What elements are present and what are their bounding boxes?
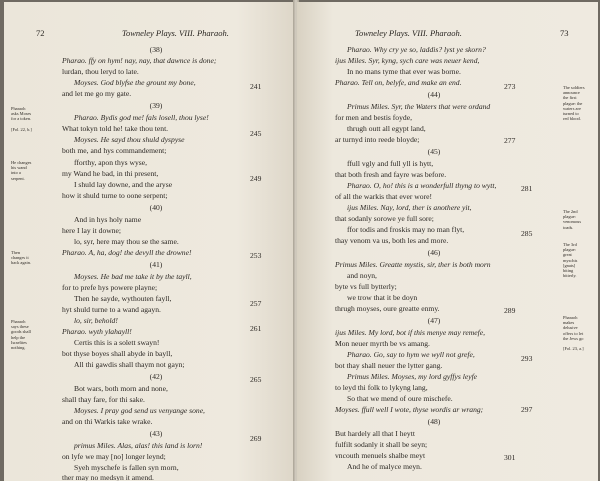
verse-line: In no mans tyme that ever was borne. [347, 67, 461, 76]
page-number: 73 [560, 28, 569, 38]
stanza-number: (38) [149, 45, 163, 54]
stanza-number: (40) [149, 203, 163, 212]
stanza-number: (47) [427, 316, 441, 325]
side-note: The soldiers announce the first plague: the waters are turned to red blood. [563, 85, 585, 122]
verse-line: vncouth menuels shalbe meyt [335, 451, 426, 460]
verse-line: of all the warkis that ever wore! [335, 192, 432, 201]
verse-line: Then he sayde, wythouten fayll, [74, 294, 172, 303]
verse-line: Pharao. O, ho! this is a wonderfull thyng to wytt, [347, 181, 497, 190]
verse-line: Mon neuer myrth be vs amang. [335, 339, 430, 348]
verse-line: ar turnyd into reede bloyde; [335, 135, 420, 144]
verse-line: Pharao. Bydis god me! fals losell, thou lyse! [74, 113, 209, 122]
verse-line: Primus Miles. Moyses, my lord gyffys leyfe [347, 372, 478, 381]
right-page [297, 2, 598, 481]
verse-line: thrugh outt all egypt land, [347, 124, 426, 133]
verse-line: Moyses. He bad me take it by the tayll, [74, 272, 192, 281]
verse-line: Moyses. ffull well I wote, thyse wordis ar wrang; [335, 405, 484, 414]
verse-line: bot thay shall neuer the lytter gang. [335, 361, 443, 370]
verse-line: Syeh myschefe is fallen syn morn, [74, 463, 179, 472]
verse-line: ffull vgly and full yll is hytt, [347, 159, 434, 168]
side-note: Pharaoh asks Moses for a token. [Fol. 22, b.] [11, 106, 32, 132]
verse-line: Pharao. Go, say to hym we wyll not grefe, [347, 350, 475, 359]
verse-line: ijus Miles. My lord, bot if this menye may remefe, [335, 328, 486, 337]
verse-line: ther may no medsyn it amend. [62, 473, 154, 481]
verse-line: Certis this is a solett swayn! [74, 338, 160, 347]
verse-line: fulfilt sodanly it shall be seyn; [335, 440, 428, 449]
verse-line: we trow that it be doyn [347, 293, 418, 302]
verse-line: for men and bestis foyde, [335, 113, 412, 122]
verse-line: I shuld lay downe, and the aryse [74, 180, 173, 189]
line-number: 241 [250, 82, 262, 91]
verse-line: lo, syr, here may thou se the same. [74, 237, 179, 246]
stanza-number: (46) [427, 248, 441, 257]
line-number: 265 [250, 375, 262, 384]
verse-line: Pharao. Tell on, belyfe, and make an end. [335, 78, 462, 87]
verse-line: And in hys holy name [74, 215, 142, 224]
stanza-number: (48) [427, 417, 441, 426]
verse-line: ijus Miles. Nay, lord, ther is anothere yit, [347, 203, 472, 212]
verse-line: lurdan, thou leryd to late. [62, 67, 139, 76]
side-note: Pharaoh makes delusive offers to let the Jews go [Fol. 23, a.] [563, 315, 584, 352]
verse-line: But hardely all that I heytt [335, 429, 415, 438]
verse-line: Pharao. wyth ylahayll! [62, 327, 132, 336]
line-number: 257 [250, 299, 262, 308]
verse-line: how it shuld turne to oone serpent; [62, 191, 168, 200]
line-number: 273 [504, 82, 516, 91]
verse-line: And he of malyce meyn. [347, 462, 422, 471]
verse-line: Pharao. A, ha, dog! the devyll the drowne! [62, 248, 192, 257]
side-note: He changes his wand into a serpent. [11, 160, 32, 181]
verse-line: thay venom va us, both les and more. [335, 236, 449, 245]
line-number: 253 [250, 251, 262, 260]
line-number: 281 [521, 184, 533, 193]
verse-line: Moyses. God blyfse the grount my bone, [74, 78, 196, 87]
side-note: Pharaoh says these goods shall help the Israelites nothing. [11, 319, 31, 351]
verse-line: What tokyn told he! take thou tent. [62, 124, 169, 133]
running-title: Towneley Plays. VIII. Pharaoh. [122, 28, 229, 38]
verse-line: lo, sir, behold! [74, 316, 118, 325]
verse-line: my Wand he bad, in thi present, [62, 169, 159, 178]
line-number: 261 [250, 324, 262, 333]
verse-line: So that we mend of oure mischefe. [347, 394, 453, 403]
verse-line: both me, and hys commandement; [62, 146, 167, 155]
line-number: 269 [250, 434, 262, 443]
verse-line: primus Miles. Alas, alas! this land is lorn! [74, 441, 203, 450]
verse-line: fforthy, apon thys wyse, [74, 158, 147, 167]
verse-line: and let me go my gate. [62, 89, 132, 98]
side-note: Then changes it back again. [11, 250, 31, 266]
verse-line: Primus Miles. Syr, the Waters that were ordand [347, 102, 491, 111]
verse-line: here I lay it downe; [62, 226, 122, 235]
line-number: 301 [504, 453, 516, 462]
line-number: 285 [521, 229, 533, 238]
verse-line: Pharao. Why cry ye so, laddis? lyst ye skorn? [347, 45, 486, 54]
side-note: The 3rd plague: great myschis [gnats] biting bitterly. [563, 242, 578, 279]
verse-line: on lyfe we may [no] longer leynd; [62, 452, 166, 461]
line-number: 297 [521, 405, 533, 414]
line-number: 289 [504, 306, 516, 315]
verse-line: and noyn, [347, 271, 377, 280]
left-page [4, 2, 295, 481]
verse-line: byte vs full bytterly; [335, 282, 397, 291]
line-number: 293 [521, 354, 533, 363]
verse-line: shall thay fare, for thi sake. [62, 395, 145, 404]
verse-line: that sodanly sorowe ye full sore; [335, 214, 434, 223]
verse-line: that both fresh and fayre was before. [335, 170, 447, 179]
stanza-number: (45) [427, 147, 441, 156]
verse-line: and on thi Warkis take wrake. [62, 417, 153, 426]
verse-line: for to prefe hys powere playne; [62, 283, 158, 292]
verse-line: ffor todis and froskis may no man flyt, [347, 225, 465, 234]
verse-line: Moyses. He sayd thou shuld dyspyse [74, 135, 185, 144]
verse-line: Primus Miles. Greatte mystis, sir, ther is both morn [335, 260, 491, 269]
verse-line: hyt shuld turne to a wand agayn. [62, 305, 161, 314]
stanza-number: (42) [149, 372, 163, 381]
running-title: Towneley Plays. VIII. Pharaoh. [355, 28, 462, 38]
verse-line: to leyd thi folk to lykyng lang, [335, 383, 428, 392]
line-number: 249 [250, 174, 262, 183]
stanza-number: (44) [427, 90, 441, 99]
verse-line: Pharao. ffy on hym! nay, nay, that dawnce is done; [62, 56, 217, 65]
verse-line: All thi gawdis shall thaym not gayn; [74, 360, 185, 369]
side-note: The 2nd plague: venomous toads. [563, 209, 582, 230]
line-number: 245 [250, 129, 262, 138]
verse-line: bot thyse boyes shall abyde in bayll, [62, 349, 173, 358]
verse-line: Moyses. I pray god send us venyange sone, [74, 406, 205, 415]
line-number: 277 [504, 136, 516, 145]
stanza-number: (39) [149, 101, 163, 110]
verse-line: thrugh moyses, oure greatte enmy. [335, 304, 440, 313]
verse-line: ijus Miles. Syr, kyng, sych care was neuer kend, [335, 56, 480, 65]
page-number: 72 [36, 28, 45, 38]
stanza-number: (41) [149, 260, 163, 269]
verse-line: Bot wars, both morn and none, [74, 384, 168, 393]
stanza-number: (43) [149, 429, 163, 438]
